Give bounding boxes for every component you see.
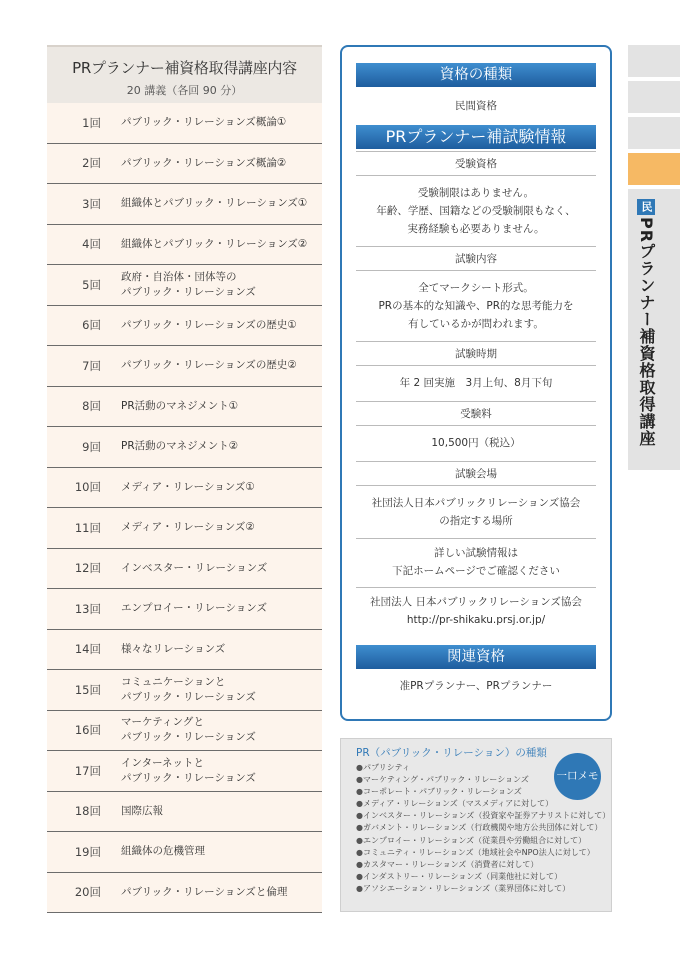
course-row	[47, 670, 322, 711]
memo-list	[356, 762, 610, 895]
memo-box	[340, 738, 612, 912]
memo-item: ● メディア・リレーションズ（マスメディアに対して）	[356, 798, 610, 810]
memo-item: ● インダストリー・リレーションズ（同業他社に対して）	[356, 871, 610, 883]
lecture-title: 組織体とパブリック・リレーションズ①	[121, 197, 308, 210]
memo-item: ● コーポレート・パブリック・リレーションズ	[356, 786, 610, 798]
lecture-title: 政府・自治体・団体等の パブリック・リレーションズ	[121, 270, 256, 298]
lecture-number: 1回	[82, 115, 101, 130]
lecture-title: 組織体とパブリック・リレーションズ②	[121, 237, 308, 250]
course-row	[47, 103, 322, 144]
divider	[356, 587, 596, 588]
exam-info-heading: PRプランナー補試験情報	[356, 125, 596, 149]
lecture-title: 組織体の危機管理	[121, 845, 205, 858]
memo-badge: 一口メモ	[554, 753, 601, 800]
venue-line-2: の指定する場所	[439, 515, 513, 527]
course-row	[47, 306, 322, 347]
lecture-number: 19回	[74, 844, 101, 859]
side-tab[interactable]	[628, 81, 680, 113]
course-row	[47, 427, 322, 468]
content-line-2: PRの基本的な知識や、PR的な思考能力を	[378, 300, 574, 312]
lecture-title: パブリック・リレーションズ概論②	[121, 156, 287, 169]
lecture-title: パブリック・リレーションズの歴史②	[121, 359, 297, 372]
course-row	[47, 184, 322, 225]
lecture-title: パブリック・リレーションズと倫理	[121, 885, 288, 898]
eligibility-line-1: 受験制限はありません。	[417, 187, 535, 199]
memo-item: ● コミュニティ・リレーションズ（地域社会やNPO法人に対して）	[356, 847, 610, 859]
memo-item: ● ガバメント・リレーションズ（行政機関や地方公共団体に対して）	[356, 822, 610, 834]
lecture-number: 16回	[74, 723, 101, 738]
lecture-title: インターネットと パブリック・リレーションズ	[121, 756, 256, 784]
course-row	[47, 225, 322, 266]
lecture-number: 9回	[82, 439, 101, 454]
course-row	[47, 873, 322, 914]
lecture-title: パブリック・リレーションズの歴史①	[121, 318, 297, 331]
course-row	[47, 549, 322, 590]
course-header	[47, 45, 322, 103]
organization-name: 社団法人 日本パブリックリレーションズ協会	[370, 596, 582, 608]
lecture-title: 国際広報	[121, 804, 163, 817]
exam-info-box	[340, 45, 612, 721]
private-badge: 民	[637, 199, 655, 215]
side-title-wrap	[638, 199, 658, 447]
course-subtitle: 20 講義（各回 90 分）	[126, 84, 243, 97]
side-tab-active[interactable]	[628, 153, 680, 185]
venue-heading: 試験会場	[356, 461, 596, 486]
lecture-number: 2回	[82, 156, 101, 171]
course-row	[47, 630, 322, 671]
course-row	[47, 792, 322, 833]
detail-line-1: 詳しい試験情報は	[434, 547, 518, 559]
course-row	[47, 265, 322, 306]
side-tab[interactable]	[628, 117, 680, 149]
lecture-title: コミュニケーションと パブリック・リレーションズ	[121, 675, 256, 703]
related-qualifications-heading: 関連資格	[356, 645, 596, 669]
lecture-number: 10回	[74, 480, 101, 495]
lecture-title: PR活動のマネジメント①	[121, 399, 239, 412]
memo-title: PR（パブリック・リレーション）の種類	[356, 747, 547, 759]
side-tab[interactable]	[628, 45, 680, 77]
lecture-number: 3回	[82, 196, 101, 211]
exam-fee: 10,500円（税込）	[431, 437, 521, 449]
course-row	[47, 508, 322, 549]
lecture-title: インベスター・リレーションズ	[121, 561, 268, 574]
lecture-title: マーケティングと パブリック・リレーションズ	[121, 716, 256, 744]
related-qualifications: 准PRプランナー、PRプランナー	[399, 680, 553, 692]
content-heading: 試験内容	[356, 246, 596, 271]
lecture-number: 20回	[74, 885, 101, 900]
period-heading: 試験時期	[356, 341, 596, 366]
side-tabs	[628, 45, 680, 470]
course-row	[47, 711, 322, 752]
lecture-title: エンプロイー・リレーションズ	[121, 602, 267, 615]
course-row	[47, 387, 322, 428]
memo-item: ● カスタマー・リレーションズ（消費者に対して）	[356, 859, 610, 871]
course-table	[47, 45, 322, 913]
venue-line-1: 社団法人日本パブリックリレーションズ協会	[371, 497, 581, 509]
eligibility-line-3: 実務経験も必要ありません。	[407, 223, 545, 235]
lecture-title: 様々なリレーションズ	[121, 642, 226, 655]
lecture-number: 8回	[82, 399, 101, 414]
lecture-number: 6回	[82, 318, 101, 333]
memo-item: ● パブリシティ	[356, 762, 610, 774]
qualification-type-heading: 資格の種類	[356, 63, 596, 87]
memo-item: ● アソシエーション・リレーションズ（業界団体に対して）	[356, 883, 610, 895]
qualification-type: 民間資格	[455, 100, 497, 112]
detail-line-2: 下記ホームページでご確認ください	[392, 565, 560, 577]
content-line-3: 有しているかが問われます。	[408, 318, 544, 330]
lecture-number: 15回	[74, 682, 101, 697]
side-tab-current	[628, 189, 680, 470]
lecture-number: 18回	[74, 804, 101, 819]
course-list	[47, 103, 322, 913]
course-row	[47, 144, 322, 185]
course-row	[47, 751, 322, 792]
lecture-title: パブリック・リレーションズ概論①	[121, 116, 287, 129]
course-row	[47, 832, 322, 873]
divider	[356, 538, 596, 539]
lecture-number: 14回	[74, 642, 101, 657]
lecture-number: 7回	[82, 358, 101, 373]
lecture-number: 12回	[74, 561, 101, 576]
lecture-title: PR活動のマネジメント②	[121, 440, 239, 453]
exam-period: 年 2 回実施 3月上旬、8月下旬	[399, 377, 553, 389]
course-row	[47, 346, 322, 387]
eligibility-line-2: 年齢、学歴、国籍などの受験制限もなく、	[376, 205, 576, 217]
side-title: PRプランナー補資格取得講座	[637, 217, 656, 448]
course-row	[47, 589, 322, 630]
course-row	[47, 468, 322, 509]
memo-item: ● インベスター・リレーションズ（投資家や証券アナリストに対して）	[356, 810, 610, 822]
lecture-number: 13回	[74, 601, 101, 616]
lecture-number: 11回	[74, 520, 101, 535]
memo-item: ● マーケティング・パブリック・リレーションズ	[356, 774, 610, 786]
lecture-number: 4回	[82, 237, 101, 252]
lecture-title: メディア・リレーションズ②	[121, 521, 255, 534]
eligibility-heading: 受験資格	[356, 151, 596, 176]
memo-item: ● エンプロイー・リレーションズ（従業員や労働組合に対して）	[356, 835, 610, 847]
website-link[interactable]: http://pr-shikaku.prsj.or.jp/	[406, 614, 546, 626]
content-line-1: 全てマークシート形式。	[418, 282, 534, 294]
lecture-number: 5回	[82, 277, 101, 292]
lecture-number: 17回	[74, 763, 101, 778]
course-title: PRプランナー補資格取得講座内容	[72, 59, 297, 77]
lecture-title: メディア・リレーションズ①	[121, 480, 255, 493]
fee-heading: 受験料	[356, 401, 596, 426]
